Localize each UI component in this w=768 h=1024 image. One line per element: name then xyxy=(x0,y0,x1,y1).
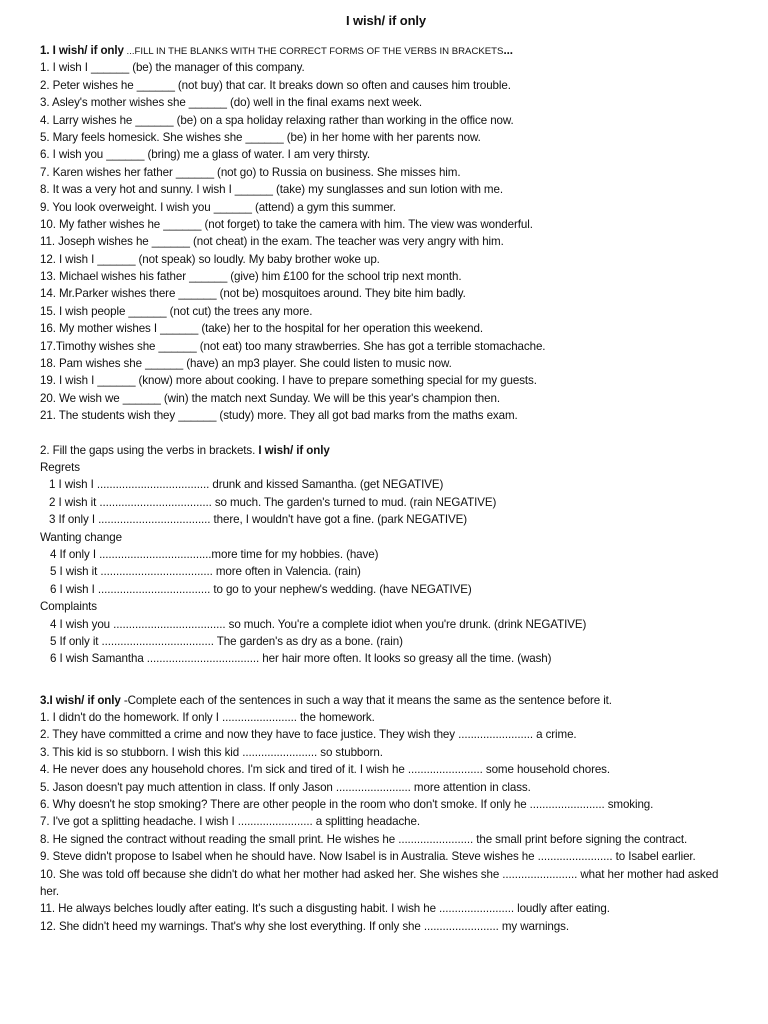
exercise-1-item: 13. Michael wishes his father ______ (give) him £100 for the school trip next month. xyxy=(40,270,462,284)
exercise-3-item: 8. He signed the contract without reading the small print. He wishes he ........................ the small print before signing the contract. xyxy=(40,832,688,846)
exercise-1-item: 17.Timothy wishes she ______ (not eat) too many strawberries. She has got a terrible stomachache. xyxy=(40,339,546,353)
exercise-1-item: 21. The students wish they ______ (study) more. They all got bad marks from the maths exam. xyxy=(40,409,518,423)
exercise-1-item: 16. My mother wishes I ______ (take) her to the hospital for her operation this weekend. xyxy=(40,322,483,336)
section-spacer xyxy=(40,425,732,442)
exercise-3-item: 5. Jason doesn't pay much attention in class. If only Jason ........................ more attention in class. xyxy=(40,780,531,794)
exercise-3-item: 7. I've got a splitting headache. I wish I ........................ a splitting headache. xyxy=(40,815,420,829)
complaints-item: 4 I wish you .................................... so much. You're a complete idiot when you're drunk. (drink NEGATIVE) xyxy=(50,617,587,631)
exercise-3-item: 3. This kid is so stubborn. I wish this kid ........................ so stubborn. xyxy=(40,745,383,759)
section-1 xyxy=(40,42,732,425)
section-1-heading-ellipsis: ... xyxy=(503,44,513,57)
section-1-heading xyxy=(40,42,732,59)
exercise-1-item: 14. Mr.Parker wishes there ______ (not be) mosquitoes around. They bite him badly. xyxy=(40,287,466,301)
exercise-3-item: 11. He always belches loudly after eating. It's such a disgusting habit. I wish he ........................ loudly after eating. xyxy=(40,902,610,916)
exercise-1-item: 5. Mary feels homesick. She wishes she ______ (be) in her home with her parents now. xyxy=(40,130,481,144)
section-spacer xyxy=(40,668,732,692)
wanting-change-label: Wanting change xyxy=(40,530,122,544)
exercise-1-item: 9. You look overweight. I wish you ______ (attend) a gym this summer. xyxy=(40,200,396,214)
exercise-3-item: 9. Steve didn't propose to Isabel when he should have. Now Isabel is in Australia. Steve wishes he ........................ to Isabel earlier. xyxy=(40,850,696,864)
exercise-1-item: 4. Larry wishes he ______ (be) on a spa holiday relaxing rather than working in the office now. xyxy=(40,113,514,127)
exercise-1-item: 3. Asley's mother wishes she ______ (do) well in the final exams next week. xyxy=(40,96,423,110)
regrets-label: Regrets xyxy=(40,460,80,474)
exercise-3-item: 1. I didn't do the homework. If only I ........................ the homework. xyxy=(40,711,375,725)
complaints-item: 5 If only it .................................... The garden's as dry as a bone. (rain) xyxy=(50,634,403,648)
exercise-3-item: 10. She was told off because she didn't do what her mother had asked her. She wishes she ........................ what her mother had asked her. xyxy=(40,867,719,899)
complaints-label: Complaints xyxy=(40,600,97,614)
section-2 xyxy=(40,442,732,668)
complaints-item: 6 I wish Samantha .................................... her hair more often. It looks so greasy all the time. (wash) xyxy=(50,652,552,666)
wanting-change-item: 6 I wish I .................................... to go to your nephew's wedding. (have NEGATIVE) xyxy=(50,582,472,596)
worksheet-page xyxy=(40,12,732,935)
section-3-heading xyxy=(40,692,732,709)
section-2-heading-instructions: 2. Fill the gaps using the verbs in brackets. xyxy=(40,443,259,457)
exercise-1-item: 1. I wish I ______ (be) the manager of this company. xyxy=(40,61,305,75)
exercise-1-item: 18. Pam wishes she ______ (have) an mp3 player. She could listen to music now. xyxy=(40,357,452,371)
regrets-item: 2 I wish it .................................... so much. The garden's turned to mud. (rain NEGATIVE) xyxy=(49,495,497,509)
exercise-1-item: 8. It was a very hot and sunny. I wish I ______ (take) my sunglasses and sun lotion with me. xyxy=(40,183,503,197)
exercise-3-item: 12. She didn't heed my warnings. That's why she lost everything. If only she ........................ my warnings. xyxy=(40,919,569,933)
exercise-1-item: 7. Karen wishes her father ______ (not go) to Russia on business. She misses him. xyxy=(40,165,461,179)
wanting-change-item: 5 I wish it .................................... more often in Valencia. (rain) xyxy=(50,565,361,579)
exercise-1-item: 19. I wish I ______ (know) more about cooking. I have to prepare something special for my guests. xyxy=(40,374,537,388)
exercise-1-item: 15. I wish people ______ (not cut) the trees any more. xyxy=(40,304,313,318)
exercise-1-item: 20. We wish we ______ (win) the match next Sunday. We will be this year's champion then. xyxy=(40,391,500,405)
section-3 xyxy=(40,692,732,936)
exercise-3-item: 2. They have committed a crime and now they have to face justice. They wish they ........................ a crime. xyxy=(40,728,577,742)
exercise-1-item: 12. I wish I ______ (not speak) so loudly. My baby brother woke up. xyxy=(40,252,380,266)
exercise-1-item: 10. My father wishes he ______ (not forget) to take the camera with him. The view was wonderful. xyxy=(40,217,533,231)
section-3-heading-bold: 3.I wish/ if only xyxy=(40,693,121,707)
page-title: I wish/ if only xyxy=(345,13,427,28)
section-1-heading-instructions: ...FILL IN THE BLANKS WITH THE CORRECT FORMS OF THE VERBS IN BRACKETS xyxy=(123,46,504,57)
section-3-heading-instructions: -Complete each of the sentences in such a way that it means the same as the sentence before it. xyxy=(120,693,612,707)
section-1-heading-bold: 1. I wish/ if only xyxy=(40,44,124,57)
regrets-item: 1 I wish I .................................... drunk and kissed Samantha. (get NEGATIVE) xyxy=(49,478,444,492)
regrets-item: 3 If only I .................................... there, I wouldn't have got a fine. (park NEGATIVE) xyxy=(49,513,468,527)
exercise-3-item: 6. Why doesn't he stop smoking? There are other people in the room who don't smoke. If only he ........................ smoking. xyxy=(40,798,654,812)
section-2-heading xyxy=(40,442,732,459)
section-2-heading-bold: I wish/ if only xyxy=(258,443,330,457)
exercise-3-item: 4. He never does any household chores. I'm sick and tired of it. I wish he ........................ some household chores. xyxy=(40,763,610,777)
exercise-1-item: 6. I wish you ______ (bring) me a glass of water. I am very thirsty. xyxy=(40,148,370,162)
exercise-1-item: 11. Joseph wishes he ______ (not cheat) in the exam. The teacher was very angry with him. xyxy=(40,235,504,249)
exercise-1-item: 2. Peter wishes he ______ (not buy) that car. It breaks down so often and causes him trouble. xyxy=(40,78,511,92)
wanting-change-item: 4 If only I ....................................more time for my hobbies. (have) xyxy=(50,547,379,561)
